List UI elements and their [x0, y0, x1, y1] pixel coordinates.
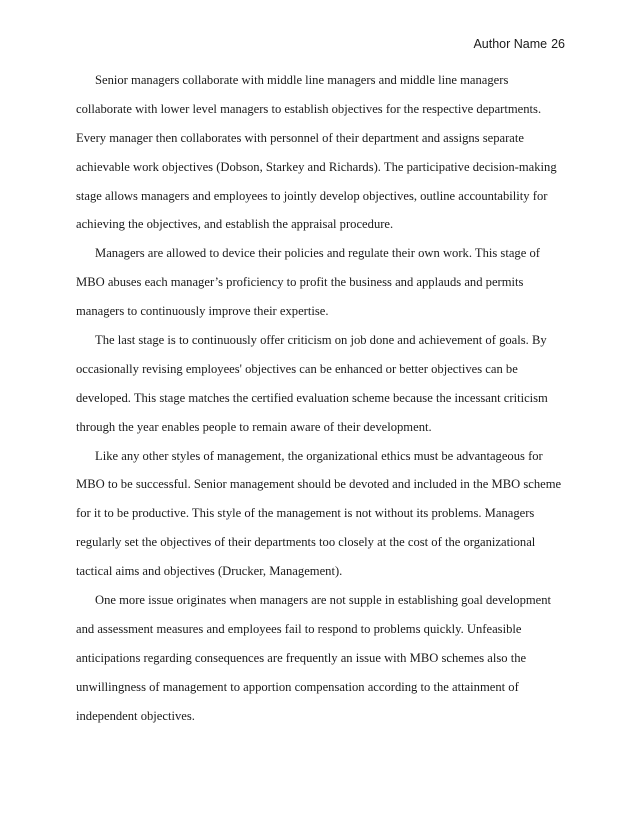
text-line: Like any other styles of management, the organizational ethics must be advantageous for	[95, 448, 543, 463]
text-line: independent objectives.	[76, 708, 195, 723]
page-number: 26	[551, 37, 565, 51]
text-line: collaborate with lower level managers to establish objectives for the respective departments.	[76, 101, 542, 116]
text-line: developed. This stage matches the certified evaluation scheme because the incessant criticism	[76, 390, 548, 405]
paragraph	[76, 239, 570, 326]
text-line: tactical aims and objectives (Drucker, Management).	[76, 564, 343, 579]
text-line: The last stage is to continuously offer criticism on job done and achievement of goals. By	[95, 333, 547, 348]
text-line: achievable work objectives (Dobson, Starkey and Richards). The participative decision-making	[76, 159, 557, 174]
page-header	[473, 37, 565, 51]
paragraph	[76, 586, 570, 730]
paragraph	[76, 66, 570, 239]
text-line: One more issue originates when managers are not supple in establishing goal development	[95, 593, 552, 608]
document-body	[76, 66, 570, 730]
text-line: Senior managers collaborate with middle line managers and middle line managers	[95, 73, 509, 87]
text-line: MBO abuses each manager’s proficiency to profit the business and applauds and permits	[76, 275, 524, 290]
text-line: MBO to be successful. Senior management should be devoted and included in the MBO scheme	[76, 477, 562, 492]
text-line: achieving the objectives, and establish the appraisal procedure.	[76, 217, 394, 232]
text-line: for it to be productive. This style of the management is not without its problems. Managers	[76, 506, 535, 521]
text-line: Managers are allowed to device their policies and regulate their own work. This stage of	[95, 246, 540, 261]
paragraph	[76, 326, 570, 442]
text-line: through the year enables people to remain aware of their development.	[76, 419, 432, 434]
text-line: and assessment measures and employees fail to respond to problems quickly. Unfeasible	[76, 621, 522, 636]
text-line: unwillingness of management to apportion compensation according to the attainment of	[76, 679, 519, 694]
text-line: regularly set the objectives of their departments too closely at the cost of the organizational	[76, 535, 536, 550]
paragraph	[76, 442, 570, 586]
text-line: occasionally revising employees' objectives can be enhanced or better objectives can be	[76, 361, 518, 376]
author-name: Author Name	[473, 37, 548, 51]
text-line: managers to continuously improve their expertise.	[76, 304, 329, 319]
text-line: stage allows managers and employees to jointly develop objectives, outline accountability for	[76, 188, 548, 203]
text-line: Every manager then collaborates with personnel of their department and assigns separate	[76, 130, 524, 145]
text-line: anticipations regarding consequences are frequently an issue with MBO schemes also the	[76, 650, 527, 665]
